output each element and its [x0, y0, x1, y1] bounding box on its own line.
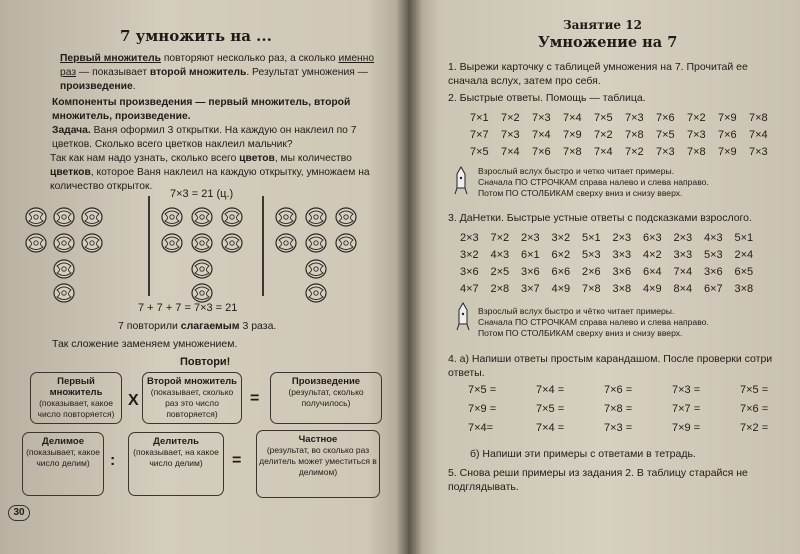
task-paragraph [52, 124, 382, 152]
flower-icon [190, 232, 214, 254]
example-cell: 3×6 [704, 266, 723, 278]
example-cell: 7×4 = [536, 384, 565, 396]
note-box [478, 166, 709, 199]
explain-text: цветов [239, 153, 275, 164]
repeat-note [118, 320, 276, 332]
flower-icon [304, 282, 328, 304]
example-cell: 3×6 [521, 266, 540, 278]
example-cell: 4×3 [704, 232, 723, 244]
example-cell: 3×3 [612, 249, 632, 261]
repeat-title: Повтори! [180, 356, 231, 368]
example-cell: 7×4 [563, 112, 582, 124]
example-cell: 4×9 [551, 283, 571, 295]
example-cell: 7×5 [656, 129, 675, 141]
flower-icon [52, 206, 76, 228]
note-line: Сначала ПО СТРОЧКАМ справа налево и слева направо. [478, 317, 709, 327]
explain-text: Так как нам надо узнать, сколько всего [50, 153, 240, 164]
flower-icon [190, 206, 214, 228]
flower-icon [334, 206, 358, 228]
example-cell: 4×3 [490, 249, 510, 261]
example-cell: 7×5 = [740, 384, 769, 396]
pencil-icon [452, 166, 470, 196]
box-product [270, 372, 382, 424]
example-cell: 2×3 [460, 232, 479, 244]
page-number: 30 [8, 505, 30, 521]
note-line: Потом ПО СТОЛБИКАМ сверху вниз и снизу вверх. [478, 328, 683, 338]
box-desc: (результат, во сколько раз делитель может уместиться в делимом) [259, 445, 377, 477]
box-second-multiplier [142, 372, 242, 424]
example-cell: 7×6 = [740, 403, 769, 415]
example-cell: 7×9 [563, 129, 582, 141]
explain-text: цветков [50, 167, 91, 178]
box-desc: (показывает, сколько раз это число повторяется) [150, 387, 234, 419]
example-cell: 4×2 [643, 249, 662, 261]
task-4a: 4. а) Напиши ответы простым карандашом. После проверки сотри ответы. [448, 353, 773, 379]
example-cell: 7×1 [470, 112, 489, 124]
example-cell: 3×3 [673, 249, 693, 261]
intro-text: именно раз [60, 53, 375, 78]
flower-icon [52, 282, 76, 304]
example-cell: 3×6 [460, 266, 479, 278]
multiply-sign: X [128, 392, 139, 409]
intro-paragraph [60, 52, 380, 94]
flower-icon [334, 232, 358, 254]
example-cell: 6×4 [643, 266, 662, 278]
example-cell: 3×7 [521, 283, 540, 295]
task-5: 5. Снова реши примеры из задания 2. В таблицу старайся не подглядывать. [448, 467, 748, 493]
box-divisor [128, 432, 224, 496]
example-cell: 7×9 = [468, 403, 497, 415]
example-cell: 7×8 [687, 146, 706, 158]
example-cell: 7×6 [718, 129, 737, 141]
flower-icon [220, 206, 244, 228]
right-page [408, 0, 800, 554]
intro-text: повторяют несколько раз, а сколько [161, 53, 339, 64]
example-cell: 7×3 [532, 112, 551, 124]
example-cell: 7×8 [625, 129, 644, 141]
task-label: Задача. [52, 125, 91, 136]
box-dividend [22, 432, 104, 496]
left-page-title: 7 умножить на ... [120, 27, 272, 45]
flower-icon [24, 206, 48, 228]
divide-sign: : [110, 452, 116, 469]
example-cell: 6×5 [734, 266, 754, 278]
task-4b: б) Напиши эти примеры с ответами в тетрадь. [470, 448, 696, 460]
explain-text: , мы количество [274, 153, 352, 164]
example-cell: 6×2 [551, 249, 571, 261]
task-text: Ваня оформил 3 открытки. На каждую он наклеил по 7 цветков. Сколько всего цветков наклеил мальчик? [52, 125, 357, 150]
task-3: 3. ДаНетки. Быстрые устные ответы с подсказками взрослого. [448, 212, 752, 224]
example-cell: 5×1 [582, 232, 601, 244]
task-2: 2. Быстрые ответы. Помощь — таблица. [448, 92, 646, 104]
note-box-2 [478, 306, 709, 339]
example-cell: 7×6 = [604, 384, 633, 396]
flower-icon [24, 232, 48, 254]
example-cell: 6×3 [643, 232, 662, 244]
example-cell: 3×6 [612, 266, 632, 278]
equals-sign: = [232, 452, 242, 469]
example-cell: 7×4 [594, 146, 613, 158]
example-cell: 7×4 [673, 266, 693, 278]
example-cell: 7×3 [749, 146, 768, 158]
example-cell: 3×8 [612, 283, 632, 295]
flower-icon [190, 258, 214, 280]
box-desc: (результат, сколько получилось) [288, 387, 364, 408]
example-cell: 7×6 [656, 112, 675, 124]
flower-icon [274, 206, 298, 228]
right-page-title: Умножение на 7 [538, 34, 678, 51]
intro-text: . [132, 81, 136, 92]
equals-sign: = [250, 390, 260, 407]
flower-icon [160, 206, 184, 228]
note-line: Взрослый вслух быстро и чётко читает примеры. [478, 306, 675, 316]
example-cell: 7×3 = [604, 422, 633, 434]
box-desc: (показывает, на какое число делим) [133, 447, 219, 468]
example-cell: 2×3 [612, 232, 632, 244]
flower-icon [304, 206, 328, 228]
example-cell: 7×4 = [536, 422, 565, 434]
example-cell: 7×9 = [672, 422, 701, 434]
equation-top: 7×3 = 21 (ц.) [170, 188, 234, 200]
box-title: Частное [298, 434, 338, 445]
example-cell: 7×7 [470, 129, 489, 141]
example-cell: 7×2 [490, 232, 510, 244]
example-cell: 7×2 [687, 112, 706, 124]
box-desc: (показывает, какое число делим) [26, 447, 100, 468]
example-cell: 7×3 [501, 129, 520, 141]
note-line: Потом ПО СТОЛБИКАМ сверху вниз и снизу вверх. [478, 188, 683, 198]
note-line: Сначала ПО СТРОЧКАМ справа налево и слева направо. [478, 177, 709, 187]
example-cell: 2×6 [582, 266, 601, 278]
box-quotient [256, 430, 380, 498]
box-title: Делитель [153, 436, 199, 447]
box-title: Первый множитель [49, 376, 103, 398]
example-cell: 5×3 [704, 249, 723, 261]
example-cell: 7×5 = [468, 384, 497, 396]
example-cell: 5×3 [582, 249, 601, 261]
task-1: 1. Вырежи карточку с таблицей умножения на 7. Прочитай ее сначала вслух, затем про себя. [448, 61, 748, 87]
example-cell: 7×8 [563, 146, 582, 158]
flower-icon [52, 232, 76, 254]
flower-icon [160, 232, 184, 254]
flower-icon [304, 258, 328, 280]
example-cell: 7×5 [594, 112, 613, 124]
example-cell: 7×4 [532, 129, 551, 141]
example-cell: 7×9 [718, 112, 737, 124]
example-cell: 7×3 [687, 129, 706, 141]
equation-bottom: 7 + 7 + 7 = 7×3 = 21 [138, 302, 238, 314]
book-gutter [396, 0, 422, 554]
example-cell: 7×5 [470, 146, 489, 158]
example-cell: 7×2 [501, 112, 520, 124]
card-divider [148, 196, 150, 296]
example-cell: 4×9 [643, 283, 662, 295]
example-cell: 6×7 [704, 283, 723, 295]
box-title: Произведение [291, 376, 361, 387]
example-cell: 7×9 [718, 146, 737, 158]
example-cell: 4×7 [460, 283, 479, 295]
box-first-multiplier [30, 372, 122, 424]
pencil-icon [454, 302, 472, 332]
example-cell: 8×4 [673, 283, 693, 295]
example-cell: 7×6 [532, 146, 551, 158]
example-cell: 3×2 [460, 249, 479, 261]
flower-icon [304, 232, 328, 254]
example-cell: 7×3 [656, 146, 675, 158]
intro-text: — показывает [76, 67, 150, 78]
flower-icon [220, 232, 244, 254]
flower-icon [274, 232, 298, 254]
flower-icon [80, 206, 104, 228]
example-cell: 7×3 = [672, 384, 701, 396]
example-cell: 7×3 [625, 112, 644, 124]
example-cell: 7×4 [749, 129, 768, 141]
example-cell: 6×1 [521, 249, 540, 261]
box-title: Второй множитель [147, 376, 237, 387]
example-cell: 7×4= [468, 422, 494, 434]
term-first-multiplier: Первый множитель [60, 53, 161, 64]
example-cell: 7×4 [501, 146, 520, 158]
example-cell: 2×3 [673, 232, 693, 244]
example-cell: 7×8 [749, 112, 768, 124]
box-title: Делимое [41, 436, 85, 447]
example-cell: 6×6 [551, 266, 571, 278]
term-product: произведение [60, 81, 133, 92]
lesson-label: Занятие 12 [563, 18, 642, 32]
term-second-multiplier: второй множитель [149, 67, 247, 78]
example-cell: 2×4 [734, 249, 754, 261]
box-desc: (показывает, какое число повторяется) [37, 398, 115, 419]
example-cell: 2×3 [521, 232, 540, 244]
note-line: Взрослый вслух быстро и четко читает примеры. [478, 166, 675, 176]
example-cell: 3×2 [551, 232, 571, 244]
repeat-note-text: 3 раза. [239, 320, 277, 332]
example-cell: 7×2 [625, 146, 644, 158]
example-cell: 7×5 = [536, 403, 565, 415]
example-cell: 2×5 [490, 266, 510, 278]
repeat-note-term: слагаемым [180, 320, 240, 332]
example-cell: 7×2 = [740, 422, 769, 434]
example-cell: 7×2 [594, 129, 613, 141]
replace-note: Так сложение заменяем умножением. [52, 338, 238, 350]
intro-text: . Результат умножения — [246, 67, 368, 78]
example-cell: 7×8 = [604, 403, 633, 415]
example-cell: 3×8 [734, 283, 754, 295]
example-cell: 2×8 [490, 283, 510, 295]
flower-icon [190, 282, 214, 304]
components-paragraph: Компоненты произведения — первый множитель, второй множитель, произведение. [52, 97, 351, 122]
card-divider [262, 196, 264, 296]
flower-icon [52, 258, 76, 280]
example-cell: 5×1 [734, 232, 754, 244]
repeat-note-text: 7 повторили [118, 320, 181, 332]
explain-text: , которое Ваня наклеил на каждую открытку, умножаем на количество открыток. [50, 167, 370, 192]
example-cell: 7×7 = [672, 403, 701, 415]
example-cell: 7×8 [582, 283, 601, 295]
flower-icon [80, 232, 104, 254]
